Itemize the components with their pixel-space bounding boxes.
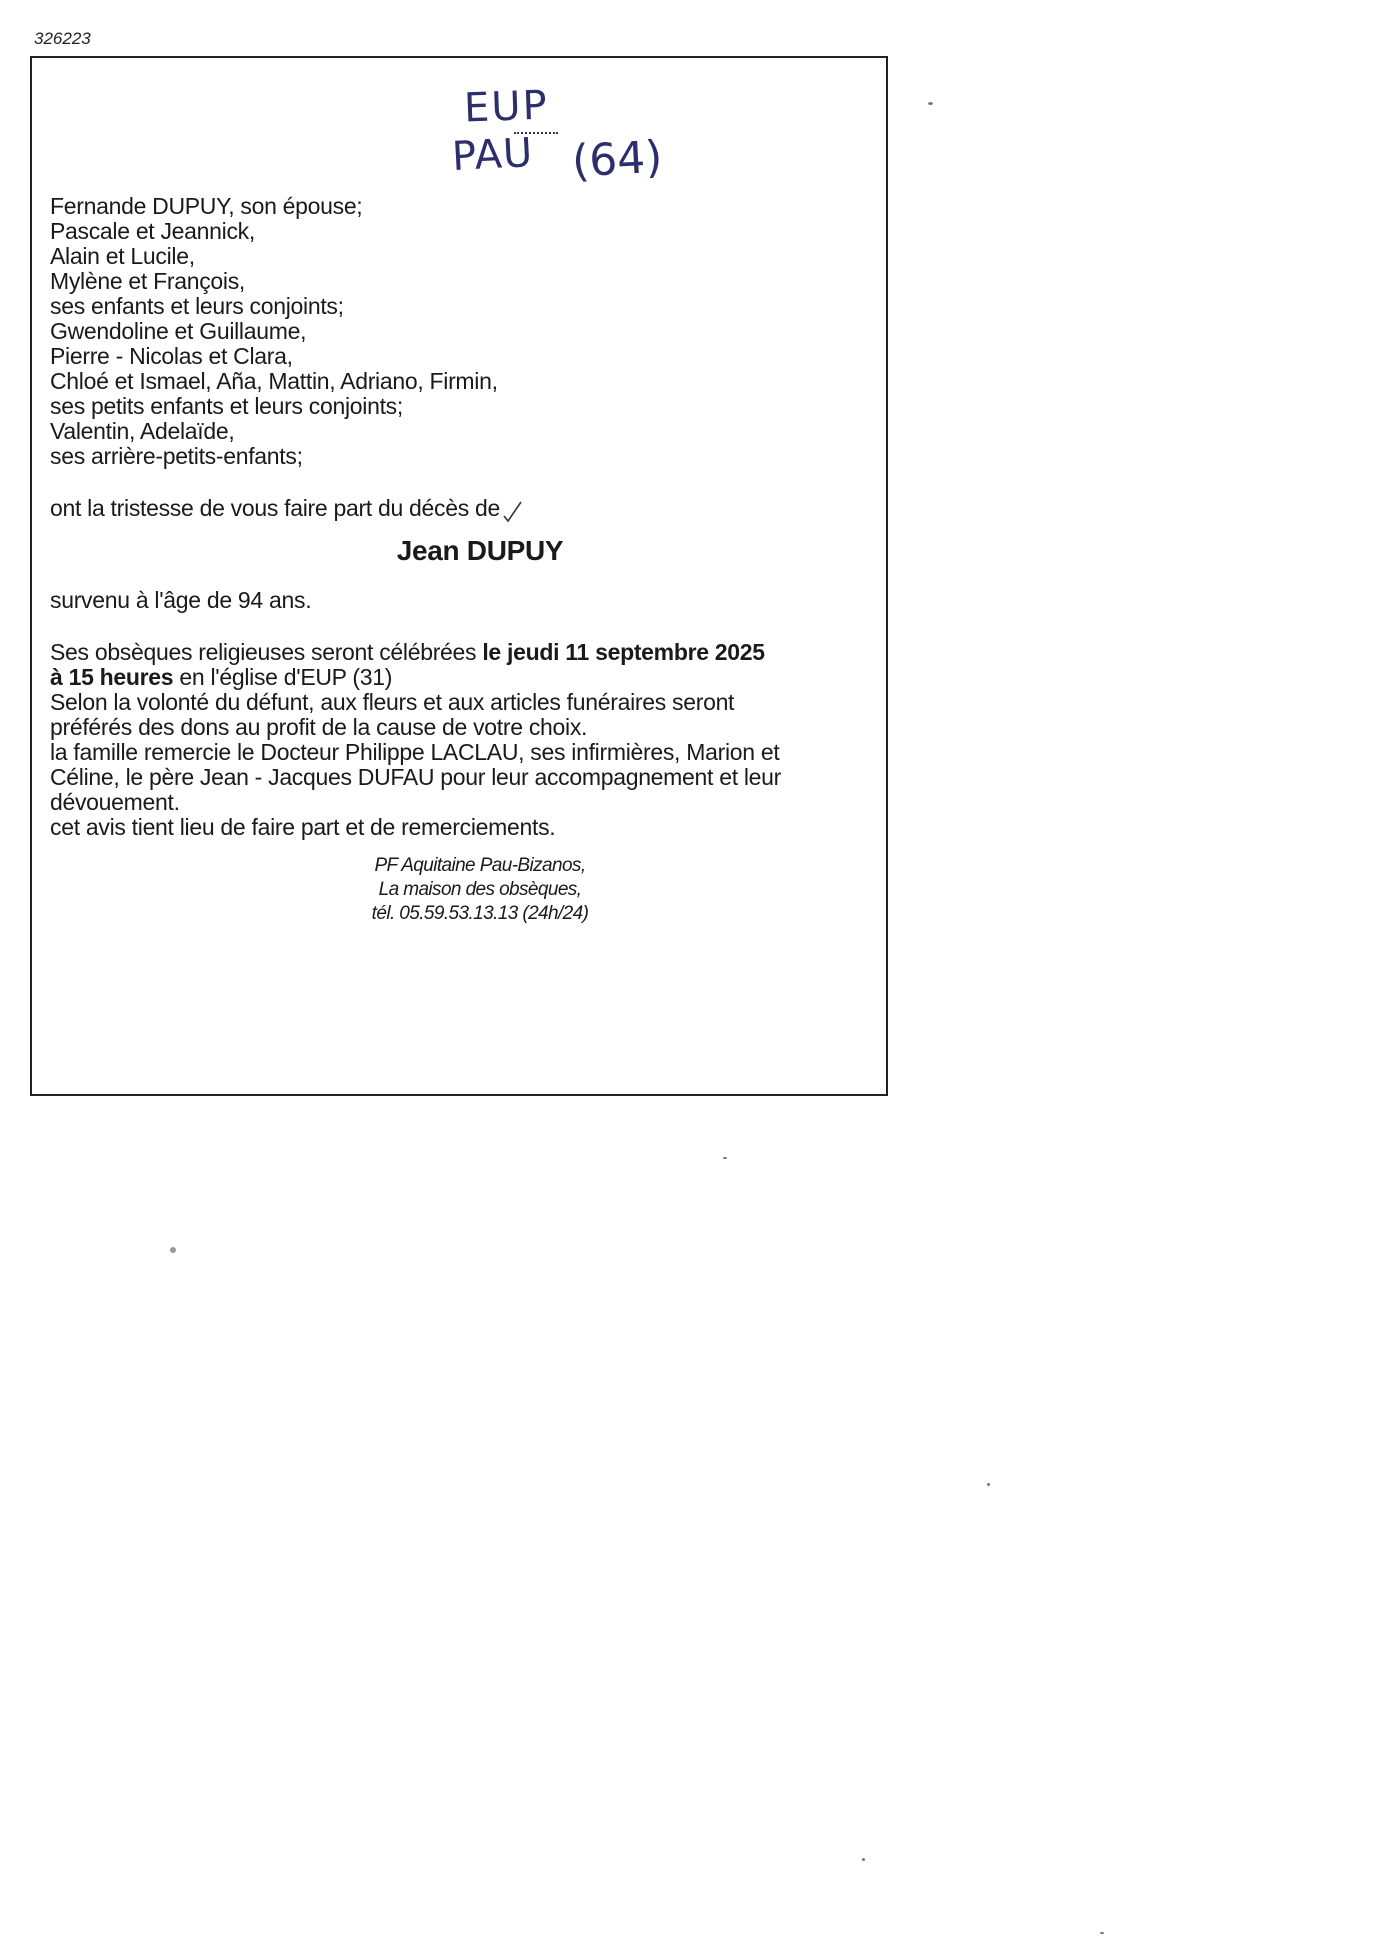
family-line: Mylène et François, (50, 268, 245, 294)
thanks-line: la famille remercie le Docteur Philippe LACLAU, ses infirmières, Marion et (50, 739, 780, 765)
funeral-time: à 15 heures (50, 664, 174, 690)
handwritten-squiggle (514, 132, 558, 134)
handwritten-line-1: EUP (463, 82, 550, 132)
signature-block (50, 854, 880, 926)
signature-line: tél. 05.59.53.13.13 (24h/24) (371, 903, 589, 924)
family-line: Gwendoline et Guillaume, (50, 318, 307, 344)
signature-line: PF Aquitaine Pau-Bizanos, (374, 855, 586, 876)
age-line: survenu à l'âge de 94 ans. (50, 587, 312, 613)
scan-speck (170, 1247, 176, 1253)
family-line: ses petits enfants et leurs conjoints; (50, 393, 403, 419)
handwritten-department: (64) (570, 131, 664, 188)
announcement-line: ont la tristesse de vous faire part du décès de (50, 495, 500, 521)
scan-speck (928, 102, 933, 105)
scan-speck (862, 1858, 865, 1861)
family-line: ses arrière-petits-enfants; (50, 443, 303, 469)
family-line: Chloé et Ismael, Aña, Mattin, Adriano, Firmin, (50, 368, 498, 394)
family-line: ses enfants et leurs conjoints; (50, 293, 344, 319)
family-line: Alain et Lucile, (50, 243, 195, 269)
family-line: Pascale et Jeannick, (50, 218, 255, 244)
closing-line: cet avis tient lieu de faire part et de remerciements. (50, 814, 556, 840)
family-line: Pierre - Nicolas et Clara, (50, 343, 293, 369)
death-notice (30, 56, 888, 1096)
funeral-paragraph (50, 640, 880, 840)
notice-body (50, 194, 880, 926)
family-line: Fernande DUPUY, son épouse; (50, 193, 363, 219)
scan-speck (1100, 1932, 1104, 1934)
thanks-line: dévouement. (50, 789, 180, 815)
deceased-name: Jean DUPUY (396, 535, 564, 566)
signature-line: La maison des obsèques, (378, 879, 582, 900)
family-list (50, 194, 880, 469)
funeral-prefix: Ses obsèques religieuses seront célébrées (50, 639, 483, 665)
thanks-line: Céline, le père Jean - Jacques DUFAU pour leur accompagnement et leur (50, 764, 782, 790)
handwritten-city: PAU (450, 129, 535, 181)
scan-speck (723, 1157, 727, 1159)
funeral-location: en l'église d'EUP (31) (173, 664, 393, 690)
family-line: Valentin, Adelaïde, (50, 418, 235, 444)
funeral-date: le jeudi 11 septembre 2025 (482, 639, 765, 665)
reference-number: 326223 (34, 29, 91, 48)
wishes-line: préférés des dons au profit de la cause de votre choix. (50, 714, 588, 740)
scan-speck (987, 1483, 990, 1486)
wishes-line: Selon la volonté du défunt, aux fleurs et aux articles funéraires seront (50, 689, 735, 715)
